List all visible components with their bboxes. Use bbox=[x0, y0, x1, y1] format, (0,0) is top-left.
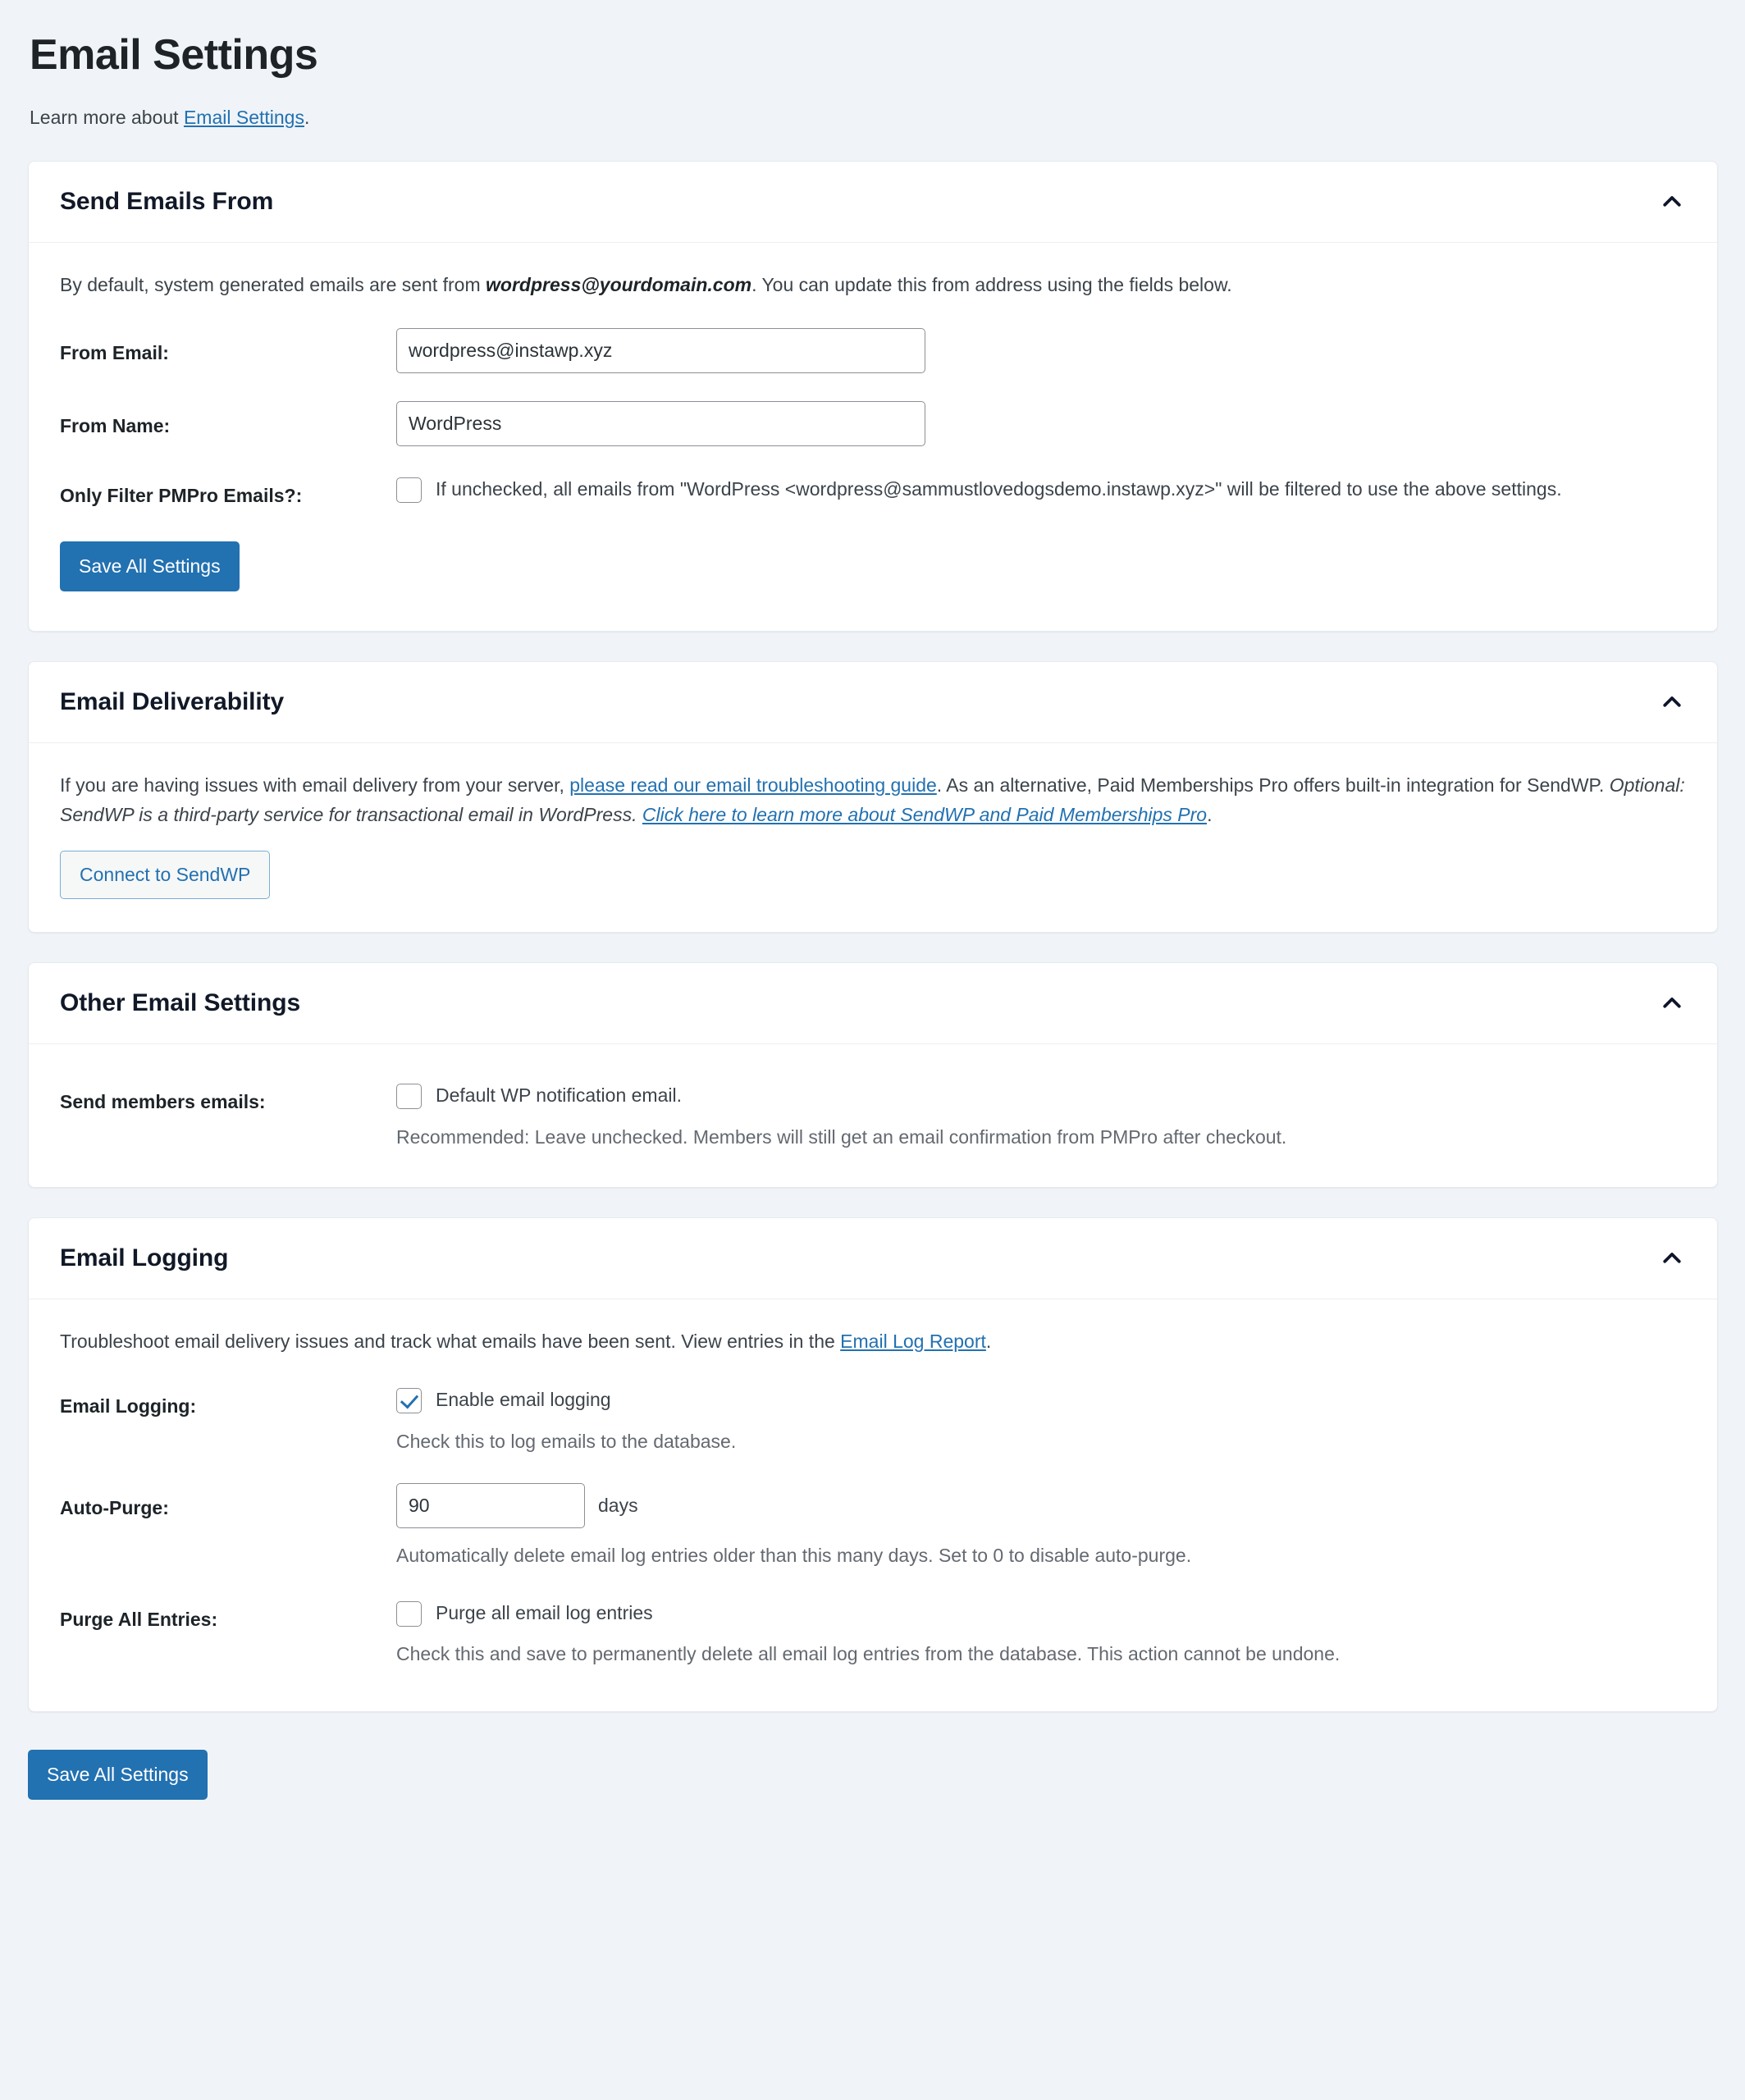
send-members-emails-checkbox[interactable] bbox=[396, 1084, 422, 1109]
field-row-email-logging bbox=[60, 1385, 1686, 1455]
from-name-label: From Name: bbox=[60, 414, 171, 436]
troubleshooting-guide-link[interactable]: please read our email troubleshooting guide bbox=[569, 774, 937, 797]
deliverability-part3: . bbox=[1207, 803, 1213, 825]
chevron-up-icon[interactable] bbox=[1658, 989, 1686, 1017]
section-title-other-email-settings: Other Email Settings bbox=[60, 989, 301, 1017]
field-row-from-name bbox=[60, 401, 1686, 446]
deliverability-part1: If you are having issues with email delivery from your server, bbox=[60, 774, 570, 797]
email-logging-intro-part2: . bbox=[985, 1331, 992, 1353]
from-email-input[interactable] bbox=[396, 328, 925, 373]
email-logging-intro-part1: Troubleshoot email delivery issues and track what emails have been sent. View entries in the bbox=[60, 1331, 841, 1353]
deliverability-part2: . As an alternative, Paid Memberships Pro offers built-in integration for SendWP. bbox=[936, 774, 1610, 797]
field-row-from-email bbox=[60, 328, 1686, 373]
field-row-only-filter-pmpro bbox=[60, 474, 1686, 509]
subtitle-prefix: Learn more about bbox=[30, 106, 184, 128]
purge-all-entries-help: Check this and save to permanently delete all email log entries from the database. This action cannot be undone. bbox=[396, 1643, 1341, 1665]
email-logging-control bbox=[396, 1385, 1686, 1455]
connect-to-sendwp-button[interactable]: Connect to SendWP bbox=[60, 851, 270, 899]
only-filter-pmpro-label: Only Filter PMPro Emails?: bbox=[60, 484, 303, 506]
deliverability-optional-note: Optional: SendWP is a third-party service for transactional email in WordPress. bbox=[60, 774, 1685, 825]
card-email-logging bbox=[28, 1217, 1718, 1711]
page-title: Email Settings bbox=[30, 31, 318, 79]
send-members-emails-help: Recommended: Leave unchecked. Members will still get an email confirmation from PMPro after checkout. bbox=[396, 1125, 1287, 1148]
section-title-email-logging: Email Logging bbox=[60, 1244, 229, 1272]
email-logging-label: Email Logging: bbox=[60, 1395, 197, 1418]
send-from-intro-part1: By default, system generated emails are sent from bbox=[60, 274, 486, 296]
send-members-emails-checkbox-row[interactable] bbox=[396, 1080, 1686, 1110]
save-all-settings-button-bottom[interactable]: Save All Settings bbox=[28, 1750, 208, 1800]
email-logging-checkbox-text: Enable email logging bbox=[436, 1389, 611, 1411]
card-body-email-deliverability bbox=[29, 743, 1717, 932]
email-log-report-link[interactable]: Email Log Report bbox=[840, 1331, 986, 1353]
purge-all-entries-checkbox-text: Purge all email log entries bbox=[436, 1601, 653, 1623]
send-from-save-row bbox=[60, 541, 1686, 591]
auto-purge-input-row bbox=[396, 1483, 1686, 1528]
card-email-deliverability bbox=[28, 661, 1718, 933]
section-title-email-deliverability: Email Deliverability bbox=[60, 688, 285, 716]
field-row-send-members-emails bbox=[60, 1080, 1686, 1151]
chevron-up-icon[interactable] bbox=[1658, 688, 1686, 716]
purge-all-entries-control bbox=[396, 1598, 1686, 1669]
auto-purge-unit: days bbox=[598, 1495, 638, 1517]
only-filter-pmpro-control bbox=[396, 474, 1686, 504]
card-header-email-logging[interactable] bbox=[29, 1218, 1717, 1299]
from-name-input[interactable] bbox=[396, 401, 925, 446]
subtitle-suffix: . bbox=[304, 106, 310, 128]
auto-purge-label: Auto-Purge: bbox=[60, 1497, 169, 1519]
purge-all-entries-checkbox[interactable] bbox=[396, 1601, 422, 1627]
footer-save-row bbox=[0, 1712, 1745, 1849]
card-body-email-logging bbox=[29, 1299, 1717, 1710]
only-filter-pmpro-checkbox-row[interactable] bbox=[396, 474, 1686, 504]
from-email-label: From Email: bbox=[60, 341, 169, 363]
sendwp-learn-more-link[interactable]: Click here to learn more about SendWP and Paid Memberships Pro bbox=[642, 803, 1208, 825]
card-body-other-email-settings bbox=[29, 1044, 1717, 1187]
auto-purge-input[interactable] bbox=[396, 1483, 585, 1528]
card-header-send-emails-from[interactable] bbox=[29, 162, 1717, 243]
email-logging-intro bbox=[60, 1327, 1686, 1357]
only-filter-pmpro-text: If unchecked, all emails from "WordPress <wordpress@sammustlovedogsdemo.instawp.xyz>" will be filtered to use the above settings. bbox=[436, 477, 1562, 500]
field-row-auto-purge bbox=[60, 1483, 1686, 1570]
from-email-control bbox=[396, 328, 1686, 373]
default-from-address: wordpress@yourdomain.com bbox=[486, 274, 752, 296]
send-from-intro bbox=[60, 271, 1686, 300]
email-logging-checkbox-row[interactable] bbox=[396, 1385, 1686, 1414]
card-header-other-email-settings[interactable] bbox=[29, 963, 1717, 1044]
only-filter-pmpro-checkbox[interactable] bbox=[396, 477, 422, 503]
purge-all-entries-label: Purge All Entries: bbox=[60, 1608, 218, 1630]
card-body-send-emails-from bbox=[29, 243, 1717, 631]
email-logging-help: Check this to log emails to the database. bbox=[396, 1430, 737, 1452]
chevron-up-icon[interactable] bbox=[1658, 188, 1686, 216]
page-subtitle bbox=[30, 103, 1717, 132]
send-members-emails-control bbox=[396, 1080, 1686, 1151]
send-from-intro-part2: . You can update this from address using the fields below. bbox=[751, 274, 1232, 296]
email-settings-doc-link[interactable]: Email Settings bbox=[183, 106, 304, 128]
email-logging-checkbox[interactable] bbox=[396, 1388, 422, 1413]
save-all-settings-button-top[interactable]: Save All Settings bbox=[60, 541, 240, 591]
deliverability-text bbox=[60, 771, 1686, 829]
connect-sendwp-row bbox=[60, 851, 1686, 899]
section-title-send-emails-from: Send Emails From bbox=[60, 188, 274, 216]
card-header-email-deliverability[interactable] bbox=[29, 662, 1717, 743]
send-members-emails-text: Default WP notification email. bbox=[436, 1084, 682, 1107]
auto-purge-help: Automatically delete email log entries older than this many days. Set to 0 to disable auto-purge. bbox=[396, 1545, 1192, 1567]
field-row-purge-all-entries bbox=[60, 1598, 1686, 1669]
chevron-up-icon[interactable] bbox=[1658, 1244, 1686, 1272]
send-members-emails-label: Send members emails: bbox=[60, 1091, 266, 1113]
auto-purge-control bbox=[396, 1483, 1686, 1570]
card-other-email-settings bbox=[28, 962, 1718, 1188]
purge-all-entries-checkbox-row[interactable] bbox=[396, 1598, 1686, 1628]
card-send-emails-from bbox=[28, 161, 1718, 632]
from-name-control bbox=[396, 401, 1686, 446]
